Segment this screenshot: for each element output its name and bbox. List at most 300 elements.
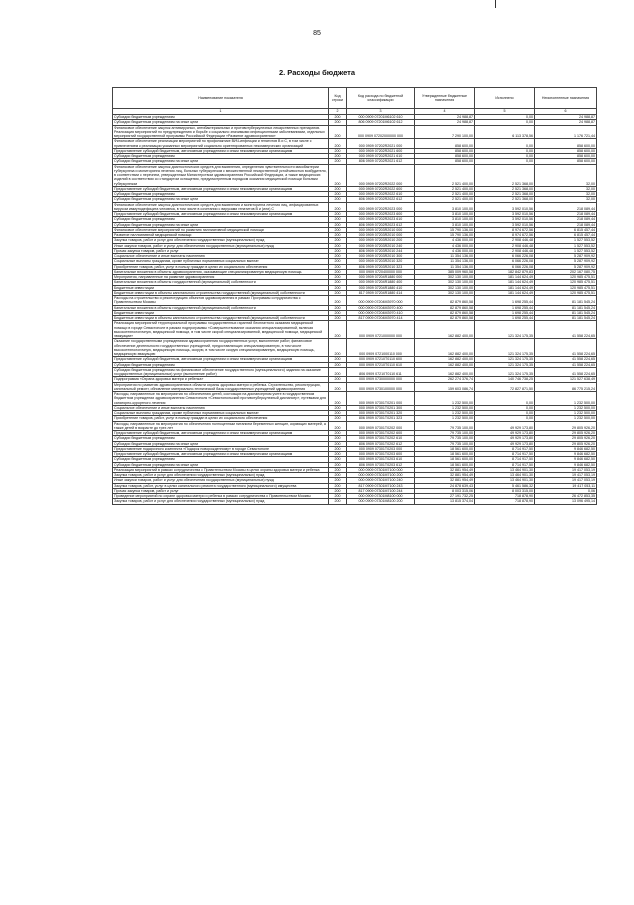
row-name: Капитальные вложения в объекты государственной (муниципальной) собственности (113, 280, 329, 285)
row-classification-code: 000 0909 0730100000 000 (347, 382, 415, 392)
row-classification-code: 000 0909 07202R2021 000 (347, 139, 415, 149)
row-line-code: 200 (329, 367, 347, 377)
row-executed: 2 521 368,00 (475, 186, 535, 191)
row-executed: 718 878,90 (475, 499, 535, 504)
row-line-code: 200 (329, 120, 347, 125)
table-row (113, 339, 597, 357)
row-executed: 121 324 175,35 (475, 321, 535, 339)
row-approved: 302 130 100,00 (415, 290, 475, 295)
table-row (113, 392, 597, 406)
row-classification-code: 000 0909 07301М8100 000 (347, 494, 415, 499)
row-name: Закупка товаров, работ и услуг для обеспечения государственных (муниципальных) нужд (113, 238, 329, 243)
row-executed: 49 929 173,80 (475, 421, 535, 431)
row-approved: 15 790 136,00 (415, 227, 475, 232)
row-approved: 82 879 860,58 (415, 316, 475, 321)
row-executed: 8 974 672,56 (475, 233, 535, 238)
row-executed: 6 066 226,08 (475, 254, 535, 259)
row-approved: 162 882 400,00 (415, 339, 475, 357)
row-line-code: 200 (329, 264, 347, 269)
row-classification-code: 000 0909 07301М7100 240 (347, 478, 415, 483)
row-unexecuted: 41 558 224,65 (535, 367, 597, 377)
row-approved: 32 881 954,49 (415, 473, 475, 478)
row-line-code: 200 (329, 446, 347, 451)
row-unexecuted: 32,00 (535, 164, 597, 186)
row-classification-code: 817 0909 07204М3970 414 (347, 316, 415, 321)
row-name: Подпрограмма «Охрана здоровья матери и ребенка» (113, 377, 329, 382)
row-executed: 1 698 255,44 (475, 296, 535, 306)
row-approved: 858 600,00 (415, 159, 475, 164)
table-row (113, 296, 597, 306)
table-row (113, 421, 597, 431)
table-row (113, 382, 597, 392)
row-name: Бюджетные инвестиции (113, 285, 329, 290)
row-classification-code: 000 0909 07203R2010 000 (347, 233, 415, 238)
row-unexecuted: 32,00 (535, 186, 597, 191)
row-executed: 1 698 255,44 (475, 316, 535, 321)
row-classification-code: 806 0909 07202R2021 612 (347, 159, 415, 164)
row-name: Субсидии бюджетным учреждениям (113, 115, 329, 120)
row-unexecuted: 13 096 495,14 (535, 499, 597, 504)
row-classification-code: 817 0909 07301М7100 243 (347, 483, 415, 488)
row-line-code: 200 (329, 148, 347, 153)
row-name: Капитальные вложения в объекты государственной (муниципальной) собственности (113, 305, 329, 310)
row-name: Субсидии бюджетным учреждениям на финансовое обеспечение государственного (муниципального) задания на оказание государственных (муниципальных) услуг (выполнение работ) (113, 367, 329, 377)
row-unexecuted: 41 558 224,65 (535, 321, 597, 339)
row-line-code: 200 (329, 290, 347, 295)
row-approved: 858 600,00 (415, 139, 475, 149)
row-approved: 302 130 100,00 (415, 275, 475, 280)
row-unexecuted: 1 527 553,52 (535, 238, 597, 243)
row-executed: 8 714 917,50 (475, 446, 535, 451)
row-approved: 858 600,00 (415, 154, 475, 159)
row-line-code: 200 (329, 316, 347, 321)
row-executed: 72 827 871,50 (475, 382, 535, 392)
row-approved: 1 232 500,00 (415, 411, 475, 416)
row-approved: 159 603 086,74 (415, 382, 475, 392)
header-line-code: Код строки (329, 88, 347, 109)
row-executed: 181 144 624,49 (475, 275, 535, 280)
section-title: 2. Расходы бюджета (278, 68, 356, 77)
row-unexecuted: 1 527 553,52 (535, 243, 597, 248)
row-unexecuted: 24 988,87 (535, 120, 597, 125)
row-executed: 2 521 368,00 (475, 197, 535, 202)
row-classification-code: 806 0909 07202R2023 612 (347, 222, 415, 227)
row-classification-code: 000 0909 07204R1880 000 (347, 275, 415, 280)
row-classification-code: 000 0909 07301Т0202 610 (347, 436, 415, 441)
row-name: Финансовое обеспечение закупок диагностических средств для выявления и мониторинга лечения лиц, инфицированных вирусом иммунодефицита человека, в том числе в сочетании с вирусами гепатитов В и (или) С (113, 202, 329, 212)
row-name: Предоставление субсидий бюджетным, автономным учреждениям и иным некоммерческим организациям (113, 186, 329, 191)
row-unexecuted: 41 558 224,65 (535, 362, 597, 367)
row-executed: 6 066 226,08 (475, 259, 535, 264)
header-indicator-name: Наименование показателя (113, 88, 329, 109)
row-approved: 79 735 100,00 (415, 441, 475, 446)
row-executed: 140 746 738,25 (475, 377, 535, 382)
row-executed: 0,00 (475, 416, 535, 421)
row-classification-code: 817 0909 07301М7100 244 (347, 488, 415, 493)
row-classification-code: 000 0909 07210Т0110 610 (347, 362, 415, 367)
row-name: Развитие паллиативной медицинской помощи (113, 233, 329, 238)
row-line-code: 200 (329, 192, 347, 197)
row-executed: 13 464 901,30 (475, 478, 535, 483)
row-unexecuted: 218 089,44 (535, 217, 597, 222)
row-classification-code: 806 0909 07203R2010 323 (347, 264, 415, 269)
row-unexecuted: 29 805 926,20 (535, 441, 597, 446)
row-approved: 82 879 860,58 (415, 305, 475, 310)
page-number: 85 (313, 30, 321, 37)
column-number: 6 (535, 109, 597, 115)
row-classification-code: 000 0909 07202R2021 600 (347, 148, 415, 153)
row-unexecuted: 858 600,00 (535, 159, 597, 164)
row-approved: 18 561 600,00 (415, 446, 475, 451)
row-name: Социальные выплаты гражданам, кроме публичных нормативных социальных выплат (113, 411, 329, 416)
row-line-code: 200 (329, 357, 347, 362)
row-executed: 3 592 010,56 (475, 217, 535, 222)
row-unexecuted: 29 805 926,20 (535, 431, 597, 436)
row-classification-code: 000 0909 07202R2022 610 (347, 192, 415, 197)
row-name: Капитальные вложения в объекты здравоохранения, оказывающие специализированную медицинскую помощь (113, 269, 329, 274)
row-unexecuted: 41 558 224,65 (535, 339, 597, 357)
row-executed: 0,00 (475, 115, 535, 120)
row-executed: 1 698 255,44 (475, 310, 535, 315)
row-name: Субсидии бюджетным учреждениям на иные цели (113, 441, 329, 446)
row-classification-code: 000 0909 07203R2010 240 (347, 243, 415, 248)
row-line-code: 200 (329, 499, 347, 504)
row-approved: 11 354 136,00 (415, 254, 475, 259)
row-line-code: 200 (329, 296, 347, 306)
row-line-code: 200 (329, 259, 347, 264)
row-unexecuted: 218 089,44 (535, 212, 597, 217)
row-name: Предоставление субсидий бюджетным, автономным учреждениям и иным некоммерческим организациям (113, 212, 329, 217)
row-executed: 6 113 378,56 (475, 125, 535, 139)
row-line-code: 200 (329, 154, 347, 159)
row-executed: 3 592 010,56 (475, 222, 535, 227)
row-unexecuted: 9 846 682,50 (535, 457, 597, 462)
row-unexecuted: 9 846 682,50 (535, 452, 597, 457)
row-unexecuted: 19 417 053,19 (535, 473, 597, 478)
row-name: Субсидии бюджетным учреждениям на иные цели (113, 120, 329, 125)
row-unexecuted: 24 988,87 (535, 115, 597, 120)
row-line-code: 200 (329, 436, 347, 441)
row-name: Прочая закупка товаров, работ и услуг (113, 248, 329, 253)
column-number: 2 (329, 109, 347, 115)
row-name: Закупка товаров, работ и услуг для обеспечения государственных (муниципальных) нужд (113, 473, 329, 478)
row-executed: 181 144 624,49 (475, 290, 535, 295)
row-name: Социальные выплаты гражданам, кроме публичных нормативных социальных выплат (113, 259, 329, 264)
column-number: 1 (113, 109, 329, 115)
row-line-code: 200 (329, 159, 347, 164)
table-row (113, 321, 597, 339)
row-approved: 2 521 400,00 (415, 164, 475, 186)
row-approved: 3 810 100,00 (415, 202, 475, 212)
expenses-table (112, 87, 597, 505)
row-executed: 8 003 315,00 (475, 488, 535, 493)
row-line-code: 200 (329, 405, 347, 410)
row-unexecuted: 81 181 545,24 (535, 305, 597, 310)
row-classification-code: 806 0909 07202R2022 612 (347, 197, 415, 202)
row-line-code: 200 (329, 411, 347, 416)
row-executed: 2 521 368,00 (475, 192, 535, 197)
row-classification-code: 000 0909 07301Т0201 320 (347, 411, 415, 416)
row-classification-code: 000 0909 07202R2023 600 (347, 212, 415, 217)
row-name: Финансовое обеспечение закупок диагностических средств для выявления, определения чувствительности микобактерии туберкулеза и мониторинга лечения лиц, больных туберкулезом с множественной лекарственной устойчивостью возбудителя, в соответствии с перечнем, утвержденным Министерством здравоохранения Российской Федерации, а также медицинских изделий в соответствии со стандартом оснащения, предусмотренным порядком оказания медицинской помощи больным туберкулезом (114, 164, 327, 186)
row-line-code: 200 (329, 139, 347, 149)
header-approved: Утвержденные бюджетные назначения (415, 88, 475, 109)
row-approved: 7 290 100,00 (415, 125, 475, 139)
row-executed: 8 974 672,56 (475, 227, 535, 232)
row-executed: 13 464 901,30 (475, 467, 535, 472)
table-row (113, 367, 597, 377)
row-executed: 0,00 (475, 139, 535, 149)
row-unexecuted: 1 232 500,00 (535, 416, 597, 421)
row-approved: 1 232 500,00 (415, 405, 475, 410)
row-unexecuted: 29 805 926,20 (535, 421, 597, 431)
row-name: Приобретение товаров, работ, услуг в пользу граждан в целях их социального обеспечения (113, 416, 329, 421)
row-name: Предоставление субсидий бюджетным, автономным учреждениям и иным некоммерческим организациям (113, 431, 329, 436)
row-approved: 32 881 954,49 (415, 478, 475, 483)
row-unexecuted: 86 775 215,24 (535, 382, 597, 392)
table-row (113, 139, 597, 149)
row-unexecuted: 218 089,44 (535, 222, 597, 227)
row-line-code: 200 (329, 382, 347, 392)
row-executed: 121 324 175,35 (475, 339, 535, 357)
row-approved: 79 735 100,00 (415, 436, 475, 441)
row-unexecuted: 41 558 224,65 (535, 357, 597, 362)
row-executed: 2 521 368,00 (475, 164, 535, 186)
row-classification-code: 806 0909 07203R2010 244 (347, 248, 415, 253)
row-name: Предоставление субсидий бюджетным, автономным учреждениям и иным некоммерческим организациям (113, 357, 329, 362)
row-unexecuted: 1 232 500,00 (535, 405, 597, 410)
row-executed: 121 324 175,35 (475, 362, 535, 367)
row-approved: 385 009 960,58 (415, 269, 475, 274)
row-unexecuted: 19 417 053,19 (535, 478, 597, 483)
row-line-code: 200 (329, 254, 347, 259)
row-name: Субсидии бюджетным учреждениям (113, 217, 329, 222)
row-approved: 858 600,00 (415, 148, 475, 153)
row-classification-code: 806 0909 07201М6102 612 (347, 120, 415, 125)
row-name: Иные закупки товаров, работ и услуг для обеспечения государственных (муниципальных) нужд (113, 478, 329, 483)
row-name: Приобретение товаров, работ, услуг в пользу граждан в целях их социального обеспечения (113, 264, 329, 269)
row-name: Мероприятия, направленные на развитие здравоохранения (113, 275, 329, 280)
row-classification-code: 000 0909 0721000000 000 (347, 321, 415, 339)
row-line-code: 200 (329, 280, 347, 285)
row-approved: 18 561 600,00 (415, 452, 475, 457)
row-classification-code: 000 0909 07204М3970 400 (347, 305, 415, 310)
row-classification-code: 000 0909 0730000000 000 (347, 377, 415, 382)
row-line-code: 200 (329, 164, 347, 186)
row-classification-code: 000 0909 07202R2023 000 (347, 202, 415, 212)
row-approved: 2 521 400,00 (415, 192, 475, 197)
row-approved: 82 879 860,58 (415, 296, 475, 306)
row-approved: 2 521 400,00 (415, 186, 475, 191)
row-classification-code: 000 0909 0721000110 000 (347, 339, 415, 357)
row-name: Прочая закупка товаров, работ и услуг (113, 488, 329, 493)
row-unexecuted: 26 472 853,35 (535, 494, 597, 499)
row-name: Мероприятия по развитию здравоохранения в области охраны здоровья матери и ребенка. Строительство, реконструкция, капитальный ремонт, обновление материально-технической базы государственных учреждений здравоохранения (113, 382, 329, 392)
row-unexecuted: 1 232 500,00 (535, 411, 597, 416)
row-line-code: 200 (329, 310, 347, 315)
table-row (113, 164, 597, 186)
row-executed: 0,00 (475, 405, 535, 410)
row-name: Субсидии бюджетным учреждениям на иные цели (113, 159, 329, 164)
row-unexecuted: 0,06 (535, 488, 597, 493)
row-unexecuted: 32,00 (535, 192, 597, 197)
row-line-code: 200 (329, 217, 347, 222)
row-line-code: 200 (329, 416, 347, 421)
row-approved: 18 561 600,00 (415, 462, 475, 467)
row-name: Финансовое обеспечение мероприятий по развитию паллиативной медицинской помощи (113, 227, 329, 232)
header-executed: Исполнено (475, 88, 535, 109)
row-classification-code: 806 0909 07301Т0203 612 (347, 462, 415, 467)
row-approved: 15 790 136,00 (415, 233, 475, 238)
row-unexecuted: 858 600,00 (535, 148, 597, 153)
row-classification-code: 000 0909 07301Т0203 600 (347, 452, 415, 457)
row-classification-code: 000 0909 07301М8100 200 (347, 499, 415, 504)
row-approved: 24 988,87 (415, 120, 475, 125)
row-line-code: 200 (329, 125, 347, 139)
row-approved: 2 521 400,00 (415, 197, 475, 202)
row-unexecuted: 121 527 638,49 (535, 377, 597, 382)
table-body (113, 109, 597, 505)
row-unexecuted: 202 167 080,75 (535, 269, 597, 274)
row-classification-code: 000 0909 07202R2022 000 (347, 164, 415, 186)
row-name: Социальное обеспечение и иные выплаты населению (113, 405, 329, 410)
row-name: Иные закупки товаров, работ и услуг для обеспечения государственных (муниципальных) нужд (113, 243, 329, 248)
row-unexecuted: 858 600,00 (535, 139, 597, 149)
table-row (113, 125, 597, 139)
row-unexecuted: 9 846 682,50 (535, 462, 597, 467)
row-name: Бюджетные инвестиции (113, 310, 329, 315)
row-name: Субсидии бюджетным учреждениям на иные цели (113, 222, 329, 227)
row-line-code: 200 (329, 115, 347, 120)
row-approved: 24 988,87 (415, 115, 475, 120)
row-line-code: 200 (329, 467, 347, 472)
row-executed: 2 908 446,48 (475, 243, 535, 248)
row-executed: 1 698 255,44 (475, 305, 535, 310)
row-unexecuted: 1 232 500,00 (535, 392, 597, 406)
row-executed: 8 714 917,50 (475, 457, 535, 462)
row-name: Закупка товаров, работ и услуг для обеспечения государственных (муниципальных) нужд (113, 499, 329, 504)
row-classification-code: 000 0909 07301Т0201 000 (347, 392, 415, 406)
row-classification-code: 000 0909 07210Т0110 600 (347, 357, 415, 362)
row-executed: 0,00 (475, 120, 535, 125)
row-name: Реализация мероприятий территориальной программы государственных гарантий бесплатного оказания медицинской помощи в городе Севастополе в рамках подпрограммы «Совершенствование оказания специализированной, включая высокотехнологичную, медицинской помощи, в том числе скорой специализированной, медицинской помощи, медицинской эвакуации» (113, 321, 329, 339)
row-line-code: 200 (329, 197, 347, 202)
row-unexecuted: 9 846 682,50 (535, 446, 597, 451)
row-name: Социальное обеспечение и иные выплаты населению (113, 254, 329, 259)
row-name: Субсидии бюджетным учреждениям (113, 457, 329, 462)
row-executed: 8 714 917,50 (475, 462, 535, 467)
row-line-code: 200 (329, 275, 347, 280)
row-line-code: 200 (329, 473, 347, 478)
row-executed: 0,00 (475, 159, 535, 164)
row-approved: 8 003 315,06 (415, 488, 475, 493)
row-name: Расходы, направленные на мероприятия по обеспечению полноценным питанием беременных женщин, кормящих матерей, а также детей в возрасте до трех лет (113, 421, 329, 431)
row-name: Субсидии бюджетным учреждениям (113, 362, 329, 367)
row-approved: 1 232 500,00 (415, 416, 475, 421)
row-classification-code: 000 0909 07202R2022 600 (347, 186, 415, 191)
row-executed: 3 592 010,56 (475, 212, 535, 217)
row-executed: 2 908 446,48 (475, 238, 535, 243)
column-number: 4 (415, 109, 475, 115)
row-classification-code: 000 0909 07203R2010 200 (347, 238, 415, 243)
row-executed: 0,00 (475, 148, 535, 153)
row-approved: 79 735 100,00 (415, 431, 475, 436)
row-classification-code: 000 0909 0720400000 000 (347, 269, 415, 274)
row-executed: 0,00 (475, 154, 535, 159)
row-classification-code: 000 0909 07301М7100 000 (347, 467, 415, 472)
row-approved: 3 810 100,00 (415, 222, 475, 227)
row-executed: 121 324 175,35 (475, 357, 535, 362)
row-approved: 27 191 732,25 (415, 494, 475, 499)
row-executed: 2 908 446,48 (475, 248, 535, 253)
row-line-code: 200 (329, 431, 347, 436)
row-executed: 0,00 (475, 411, 535, 416)
row-unexecuted: 120 985 475,51 (535, 275, 597, 280)
row-executed: 121 324 175,35 (475, 367, 535, 377)
row-executed: 13 464 901,30 (475, 473, 535, 478)
row-name: Финансовое обеспечение реализации мероприятий по профилактике ВИЧ-инфекции и гепатитов В и С, в том числе с привлечением к реализации указанных мероприятий социально ориентированных некоммерческих организаций (113, 139, 329, 149)
row-classification-code: 000 0909 07301Т0203 000 (347, 446, 415, 451)
header-unexecuted: Неисполненные назначения (535, 88, 597, 109)
row-line-code: 200 (329, 248, 347, 253)
row-line-code: 200 (329, 457, 347, 462)
row-approved: 4 436 000,00 (415, 248, 475, 253)
row-name: Предоставление субсидий бюджетным, автономным учреждениям и иным некоммерческим организациям (113, 452, 329, 457)
row-classification-code: 000 0909 07301Т0202 600 (347, 431, 415, 436)
row-executed: 8 714 917,50 (475, 452, 535, 457)
row-unexecuted: 1 527 553,52 (535, 248, 597, 253)
row-approved: 82 879 860,58 (415, 310, 475, 315)
row-name: Бюджетные инвестиции в объекты капитального строительства государственной (муниципальной) собственности (113, 316, 329, 321)
row-approved: 11 354 136,00 (415, 264, 475, 269)
row-classification-code: 000 0909 07301Т0202 000 (347, 421, 415, 431)
row-executed: 49 929 173,80 (475, 441, 535, 446)
row-unexecuted: 19 417 053,19 (535, 467, 597, 472)
row-unexecuted: 81 181 545,24 (535, 296, 597, 306)
row-executed: 181 144 624,49 (475, 280, 535, 285)
row-line-code: 200 (329, 441, 347, 446)
row-classification-code: 000 0909 07203R2010 300 (347, 254, 415, 259)
row-classification-code: 806 0909 07301Т0201 323 (347, 416, 415, 421)
row-unexecuted: 5 287 909,92 (535, 254, 597, 259)
row-unexecuted: 81 181 545,24 (535, 316, 597, 321)
row-approved: 302 130 100,00 (415, 285, 475, 290)
scan-edge-mark (495, 0, 496, 8)
row-name: Бюджетные инвестиции в объекты капитального строительства государственной (муниципальной) собственности (113, 290, 329, 295)
row-approved: 18 561 600,00 (415, 457, 475, 462)
row-name: Субсидии бюджетным учреждениям на иные цели (113, 197, 329, 202)
header-classification-code: Код расхода по бюджетной классификации (347, 88, 415, 109)
row-classification-code: 000 0909 07301М7100 200 (347, 473, 415, 478)
row-line-code: 200 (329, 222, 347, 227)
row-name: Оказание государственными учреждениями здравоохранения государственных услуг, выполнение работ, финансовое обеспечение деятельности государственных учреждений, предоставляющих специализированную, в том числе высокотехнологичную, медицинскую помощь, скорую, в том числе скорую специализированную, медицинскую помощь, медицинскую эвакуацию (113, 339, 329, 357)
row-line-code: 200 (329, 339, 347, 357)
row-executed: 3 592 010,56 (475, 202, 535, 212)
row-approved: 162 882 400,00 (415, 321, 475, 339)
row-approved: 3 810 100,00 (415, 212, 475, 217)
row-name: Предоставление подарочного комплекта «Подарок новорожденному» в городе Севастополе (113, 446, 329, 451)
row-unexecuted: 858 600,00 (535, 154, 597, 159)
row-classification-code: 000 0909 07301Т0203 610 (347, 457, 415, 462)
row-approved: 3 810 100,00 (415, 217, 475, 222)
row-classification-code: 000 0909 07201М6102 610 (347, 115, 415, 120)
row-approved: 162 882 400,00 (415, 357, 475, 362)
row-executed: 49 929 173,80 (475, 431, 535, 436)
row-line-code: 200 (329, 321, 347, 339)
row-unexecuted: 6 815 457,44 (535, 233, 597, 238)
row-unexecuted: 6 815 457,44 (535, 227, 597, 232)
column-number: 3 (347, 109, 415, 115)
